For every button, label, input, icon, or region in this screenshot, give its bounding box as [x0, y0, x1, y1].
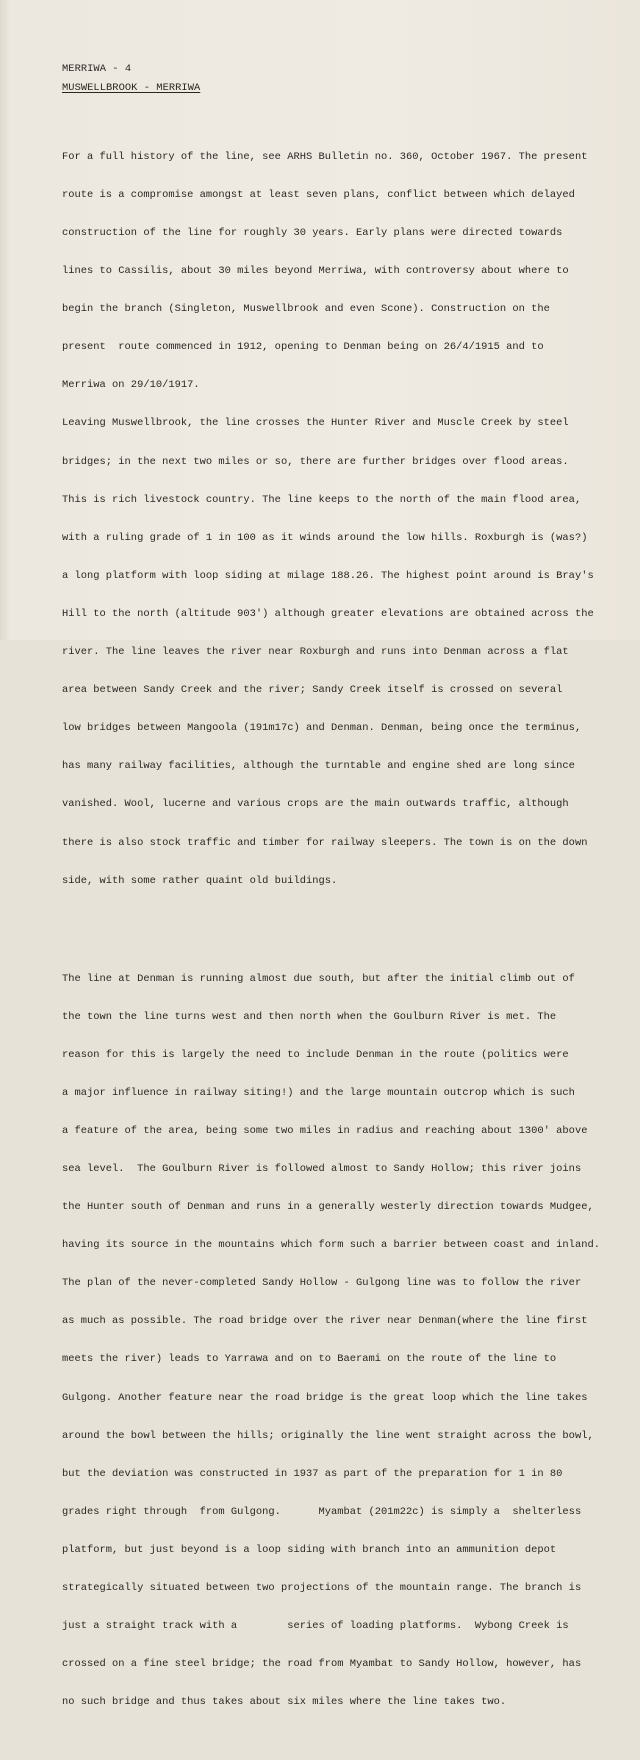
paragraph-denman-route — [62, 947, 600, 1734]
text-line: Hill to the north (altitude 903') although greater elevations are obtained across the — [62, 607, 594, 620]
text-line: Leaving Muswellbrook, the line crosses the Hunter River and Muscle Creek by steel — [62, 417, 569, 430]
text-line: the town the line turns west and then north when the Goulburn River is met. The — [62, 1010, 557, 1023]
text-line: The plan of the never-completed Sandy Hollow - Gulgong line was to follow the river — [62, 1277, 582, 1290]
text-line: vanished. Wool, lucerne and various crops are the main outwards traffic, although — [62, 798, 569, 811]
text-line: river. The line leaves the river near Roxburgh and runs into Denman across a flat — [62, 646, 569, 659]
text-line: just a straight track with a series of loading platforms. Wybong Creek is — [62, 1620, 569, 1633]
text-line: no such bridge and thus takes about six miles where the line takes two. — [62, 1696, 507, 1709]
text-line: crossed on a fine steel bridge; the road from Myambat to Sandy Hollow, however, has — [62, 1658, 582, 1671]
text-line: bridges; in the next two miles or so, there are further bridges over flood areas. — [62, 455, 569, 468]
text-line: Gulgong. Another feature near the road bridge is the great loop which the line takes — [62, 1391, 588, 1404]
text-line: area between Sandy Creek and the river; Sandy Creek itself is crossed on several — [62, 684, 563, 697]
text-line: reason for this is largely the need to include Denman in the route (politics were — [62, 1048, 569, 1061]
document-body — [62, 100, 600, 1760]
text-line: with a ruling grade of 1 in 100 as it winds around the low hills. Roxburgh is (was?) — [62, 531, 588, 544]
text-line: The line at Denman is running almost due south, but after the initial climb out of — [62, 972, 575, 985]
text-line: begin the branch (Singleton, Muswellbrook and even Scone). Construction on the — [62, 303, 550, 316]
text-line: but the deviation was constructed in 1937 as part of the preparation for 1 in 80 — [62, 1467, 563, 1480]
text-line: Merriwa on 29/10/1917. — [62, 379, 200, 392]
text-line: a feature of the area, being some two miles in radius and reaching about 1300' above — [62, 1124, 588, 1137]
text-line: low bridges between Mangoola (191m17c) and Denman. Denman, being once the terminus, — [62, 722, 582, 735]
paragraph-history — [62, 125, 600, 912]
text-line: construction of the line for roughly 30 years. Early plans were directed towards — [62, 227, 563, 239]
text-line: around the bowl between the hills; originally the line went straight across the bowl, — [62, 1429, 594, 1442]
text-line: For a full history of the line, see ARHS Bulletin no. 360, October 1967. The present — [62, 150, 588, 163]
text-line: a major influence in railway siting!) and the large mountain outcrop which is such — [62, 1086, 575, 1099]
text-line: side, with some rather quaint old buildings. — [62, 874, 338, 887]
page-reference: MERRIWA - 4 — [62, 63, 132, 75]
text-line: meets the river) leads to Yarrawa and on to Baerami on the route of the line to — [62, 1353, 557, 1366]
text-line: has many railway facilities, although the turntable and engine shed are long since — [62, 760, 575, 773]
text-line: strategically situated between two projections of the mountain range. The branch is — [62, 1582, 582, 1594]
text-line: grades right through from Gulgong. Myambat (201m22c) is simply a shelterless — [62, 1505, 582, 1518]
section-title: MUSWELLBROOK - MERRIWA — [62, 82, 201, 94]
text-line: there is also stock traffic and timber for railway sleepers. The town is on the down — [62, 836, 588, 849]
text-line: sea level. The Goulburn River is followed almost to Sandy Hollow; this river joins — [62, 1162, 582, 1175]
text-line: lines to Cassilis, about 30 miles beyond Merriwa, with controversy about where to — [62, 265, 569, 278]
text-line: a long platform with loop siding at milage 188.26. The highest point around is Bray's — [62, 569, 594, 582]
text-line: as much as possible. The road bridge over the river near Denman(where the line first — [62, 1315, 588, 1328]
text-line: This is rich livestock country. The line keeps to the north of the main flood area, — [62, 493, 582, 506]
text-line: the Hunter south of Denman and runs in a generally westerly direction towards Mudgee, — [62, 1201, 594, 1214]
text-line: present route commenced in 1912, opening to Denman being on 26/4/1915 and to — [62, 341, 544, 354]
text-line: having its source in the mountains which form such a barrier between coast and inland. — [62, 1239, 600, 1252]
text-line: platform, but just beyond is a loop siding with branch into an ammunition depot — [62, 1543, 557, 1556]
text-line: route is a compromise amongst at least seven plans, conflict between which delayed — [62, 188, 575, 201]
